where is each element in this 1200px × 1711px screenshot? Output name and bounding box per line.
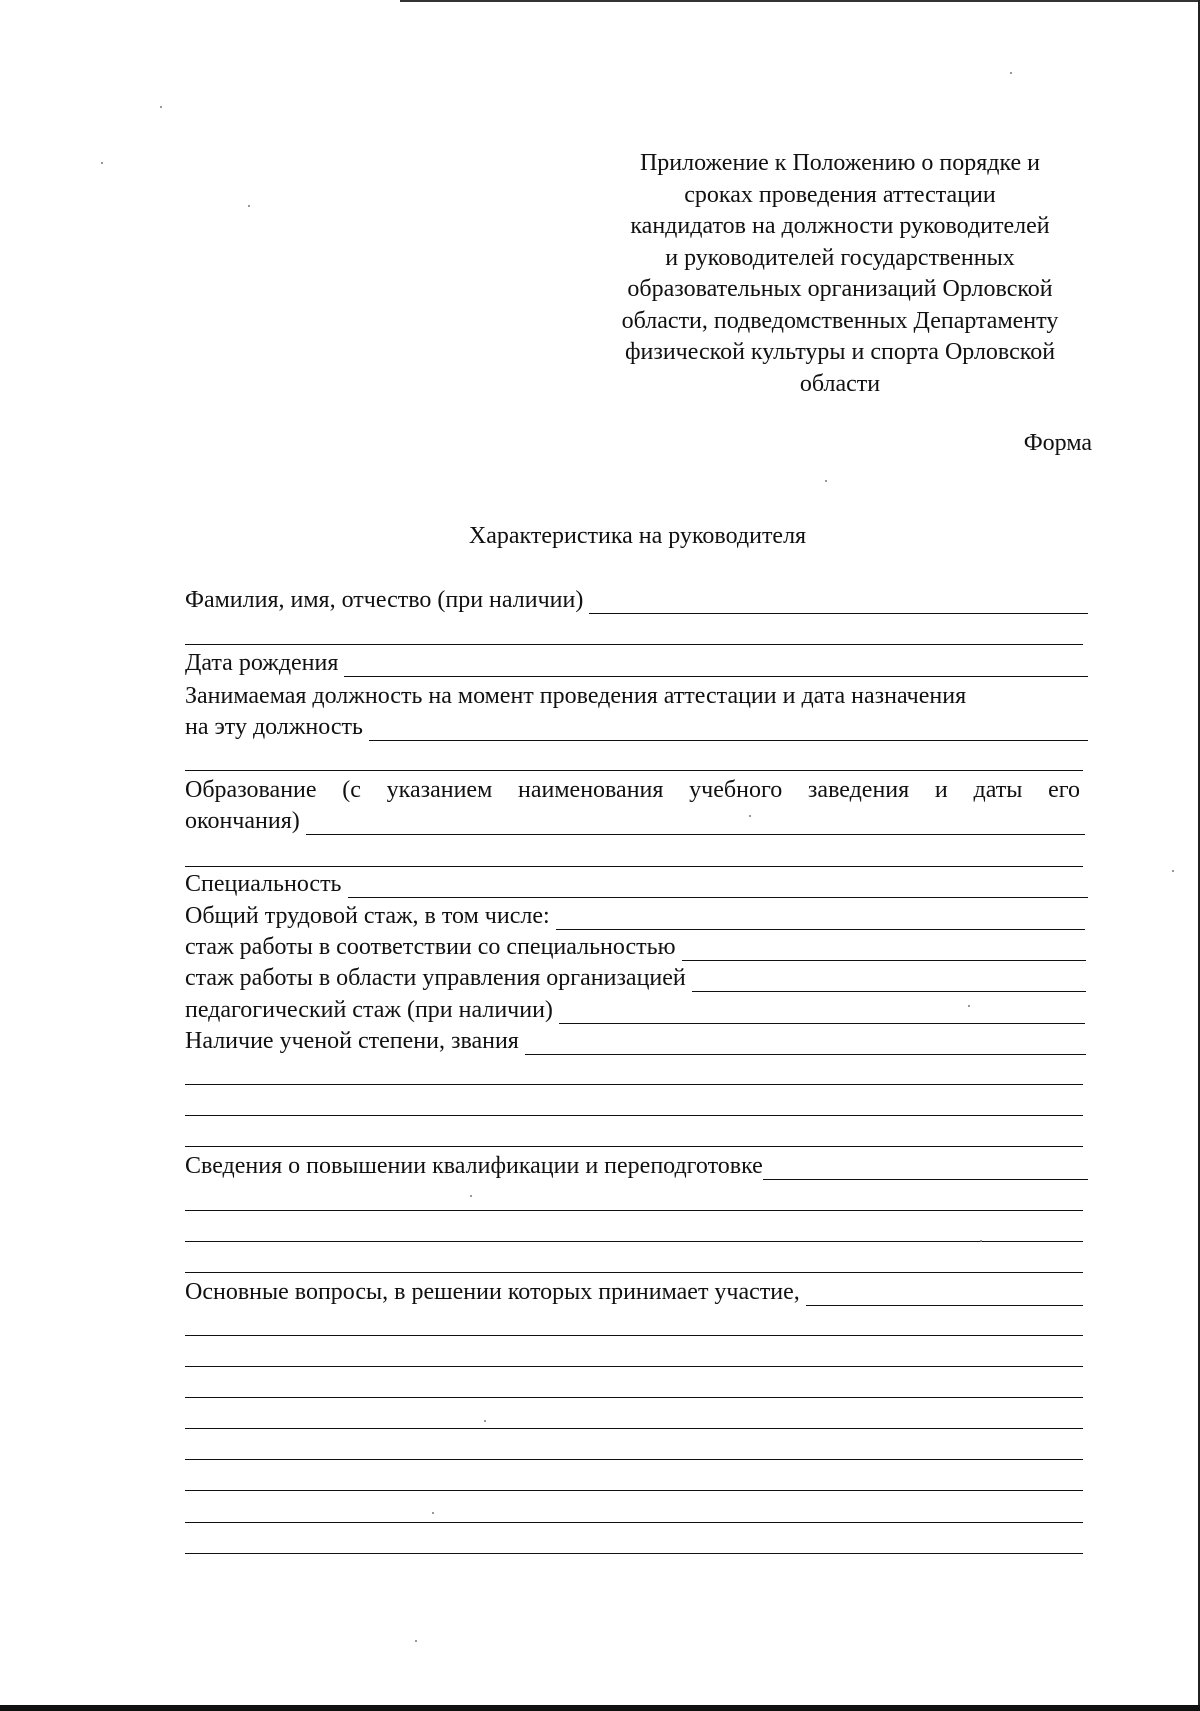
scan-speck: [749, 815, 751, 817]
specialty-experience-label: стаж работы в соответствии со специальностью: [185, 934, 676, 960]
main-issues-extra-line[interactable]: [185, 1553, 1083, 1554]
document-title: Характеристика на руководителя: [468, 523, 807, 549]
form-label: Форма: [1023, 430, 1092, 456]
scan-edge-top: [400, 0, 1200, 2]
academic-degree-field[interactable]: [185, 1027, 1086, 1055]
scan-speck: [101, 162, 103, 164]
appendix-line: физической культуры и спорта Орловской: [624, 339, 1056, 365]
position-field[interactable]: [185, 713, 1088, 741]
position-label-line1: Занимаемая должность на момент проведения аттестации и дата назначения: [185, 683, 967, 709]
appendix-line: сроках проведения аттестации: [684, 181, 996, 208]
scan-speck: [980, 1240, 982, 1242]
qualification-extra-line[interactable]: [185, 1241, 1083, 1242]
education-label-line1: Образование (с указанием наименования учебного заведения и даты его: [185, 777, 1080, 803]
scan-speck: [432, 1512, 434, 1514]
specialty-field[interactable]: [185, 870, 1088, 898]
qualification-label: Сведения о повышении квалификации и переподготовке: [185, 1153, 763, 1179]
education-label-line2: окончания): [185, 808, 300, 834]
education-field[interactable]: [185, 807, 1085, 835]
scan-edge-bottom: [0, 1705, 1200, 1711]
management-experience-field[interactable]: [185, 964, 1086, 992]
appendix-line: кандидатов на должности руководителей: [630, 213, 1050, 239]
scan-speck: [1010, 72, 1012, 74]
position-extra-line[interactable]: [185, 770, 1083, 771]
scan-speck: [484, 1420, 486, 1422]
scan-speck: [160, 106, 162, 108]
appendix-line: образовательных организаций Орловской: [627, 276, 1053, 302]
birth-date-blank[interactable]: [344, 654, 1088, 677]
scan-speck: [968, 1005, 970, 1007]
management-experience-blank[interactable]: [692, 969, 1086, 992]
main-issues-extra-line[interactable]: [185, 1397, 1083, 1398]
full-name-field[interactable]: [185, 586, 1088, 614]
scan-speck: [470, 1195, 472, 1197]
specialty-label: Специальность: [185, 871, 342, 897]
birth-date-field[interactable]: [185, 649, 1088, 677]
education-blank[interactable]: [306, 812, 1085, 835]
qualification-field[interactable]: [185, 1152, 1088, 1180]
teaching-experience-label: педагогический стаж (при наличии): [185, 997, 553, 1023]
academic-degree-extra-line[interactable]: [185, 1115, 1083, 1116]
main-issues-extra-line[interactable]: [185, 1335, 1083, 1336]
main-issues-extra-line[interactable]: [185, 1366, 1083, 1367]
academic-degree-extra-line[interactable]: [185, 1146, 1083, 1147]
appendix-line: Приложение к Положению о порядке и: [639, 150, 1041, 176]
full-name-blank[interactable]: [589, 591, 1088, 614]
main-issues-field[interactable]: [185, 1278, 1083, 1306]
qualification-blank[interactable]: [763, 1157, 1088, 1180]
appendix-line: и руководителей государственных: [665, 244, 1015, 271]
specialty-experience-blank[interactable]: [682, 938, 1087, 961]
qualification-extra-line[interactable]: [185, 1210, 1083, 1211]
scan-speck: [1172, 870, 1174, 872]
specialty-blank[interactable]: [348, 875, 1088, 898]
appendix-line: области: [799, 370, 881, 397]
birth-date-label: Дата рождения: [185, 650, 339, 676]
position-blank[interactable]: [369, 718, 1088, 741]
position-label-line2: на эту должность: [185, 714, 363, 740]
total-experience-label: Общий трудовой стаж, в том числе:: [185, 903, 550, 929]
main-issues-blank[interactable]: [806, 1283, 1083, 1306]
academic-degree-label: Наличие ученой степени, звания: [185, 1028, 519, 1054]
academic-degree-extra-line[interactable]: [185, 1084, 1083, 1085]
main-issues-label: Основные вопросы, в решении которых принимает участие,: [185, 1279, 800, 1305]
appendix-line: области, подведомственных Департаменту: [621, 307, 1059, 334]
academic-degree-blank[interactable]: [525, 1032, 1086, 1055]
total-experience-blank[interactable]: [556, 907, 1085, 930]
full-name-label: Фамилия, имя, отчество (при наличии): [185, 587, 584, 613]
main-issues-extra-line[interactable]: [185, 1522, 1083, 1523]
scan-speck: [825, 480, 827, 482]
main-issues-extra-line[interactable]: [185, 1459, 1083, 1460]
main-issues-extra-line[interactable]: [185, 1428, 1083, 1429]
full-name-extra-line[interactable]: [185, 644, 1083, 645]
total-experience-field[interactable]: [185, 902, 1085, 930]
teaching-experience-field[interactable]: [185, 996, 1085, 1024]
main-issues-extra-line[interactable]: [185, 1490, 1083, 1491]
teaching-experience-blank[interactable]: [559, 1001, 1085, 1024]
scan-speck: [248, 205, 250, 207]
appendix-note: [580, 148, 1100, 400]
qualification-extra-line[interactable]: [185, 1272, 1083, 1273]
specialty-experience-field[interactable]: [185, 933, 1086, 961]
education-extra-line[interactable]: [185, 866, 1083, 867]
scan-speck: [415, 1640, 417, 1642]
management-experience-label: стаж работы в области управления организацией: [185, 965, 686, 991]
